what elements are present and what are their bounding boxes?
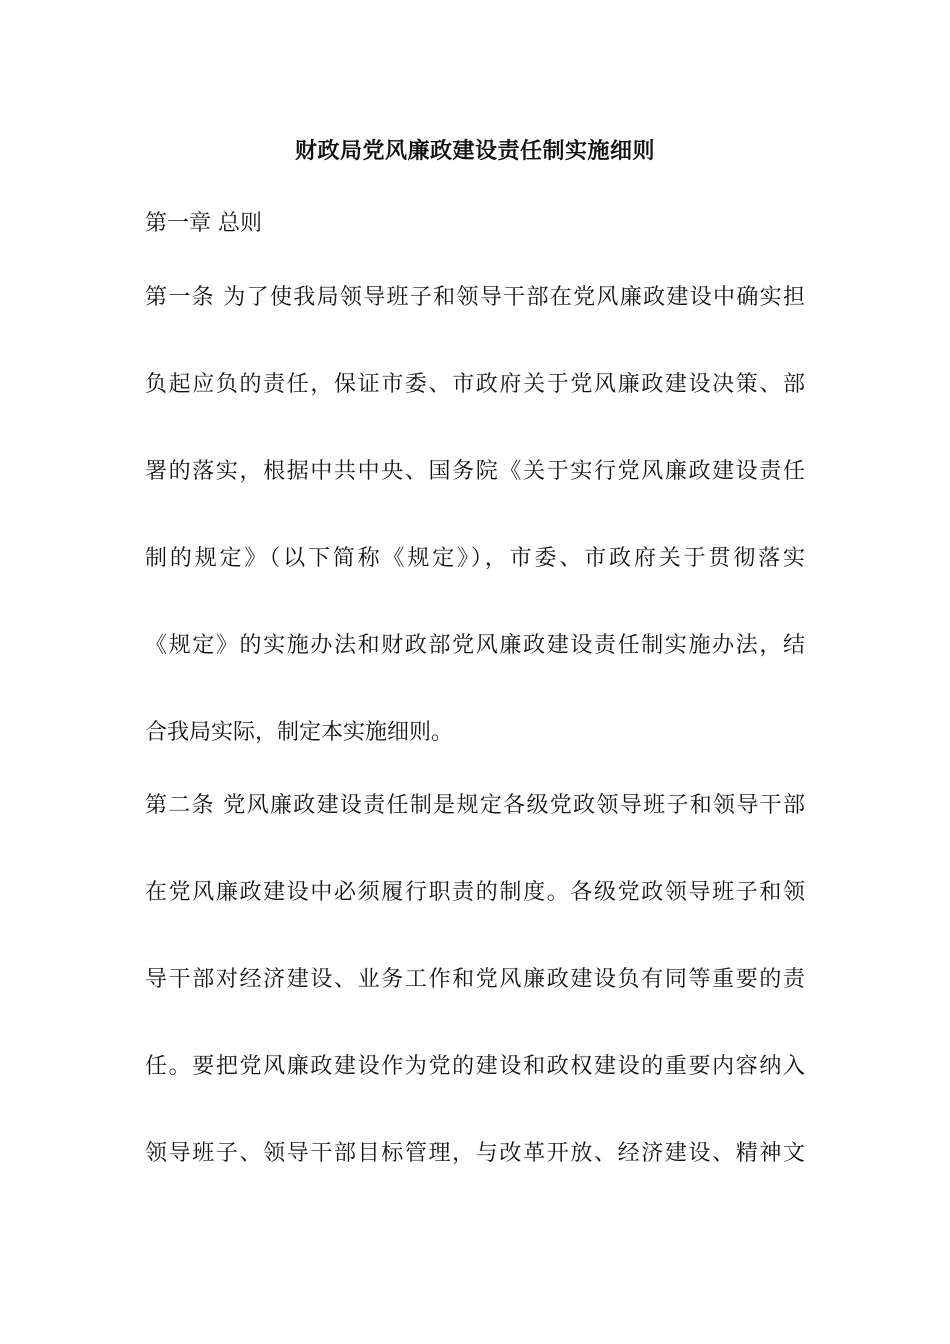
paragraph-line: 负起应负的责任，保证市委、市政府关于党风廉政建设决策、部 [145, 372, 805, 397]
paragraph-line: 任。要把党风廉政建设作为党的建设和政权建设的重要内容纳入 [145, 1054, 805, 1079]
paragraph-line: 第一条 为了使我局领导班子和领导干部在党风廉政建设中确实担 [145, 285, 805, 310]
paragraph-line: 在党风廉政建设中必须履行职责的制度。各级党政领导班子和领 [145, 880, 805, 905]
paragraph-line: 领导班子、领导干部目标管理，与改革开放、经济建设、精神文 [145, 1141, 805, 1166]
paragraph-line: 导干部对经济建设、业务工作和党风廉政建设负有同等重要的责 [145, 967, 805, 992]
paragraph-line: 第二条 党风廉政建设责任制是规定各级党政领导班子和领导干部 [145, 793, 805, 818]
paragraph-line: 《规定》的实施办法和财政部党风廉政建设责任制实施办法，结 [145, 633, 805, 658]
chapter-heading: 第一章 总则 [145, 211, 262, 236]
document-title: 财政局党风廉政建设责任制实施细则 [294, 139, 655, 164]
paragraph-line: 合我局实际，制定本实施细则。 [145, 720, 454, 745]
paragraph-line: 制的规定》（以下简称《规定》），市委、市政府关于贯彻落实 [145, 546, 805, 571]
paragraph-line: 署的落实，根据中共中央、国务院《关于实行党风廉政建设责任 [145, 459, 805, 484]
